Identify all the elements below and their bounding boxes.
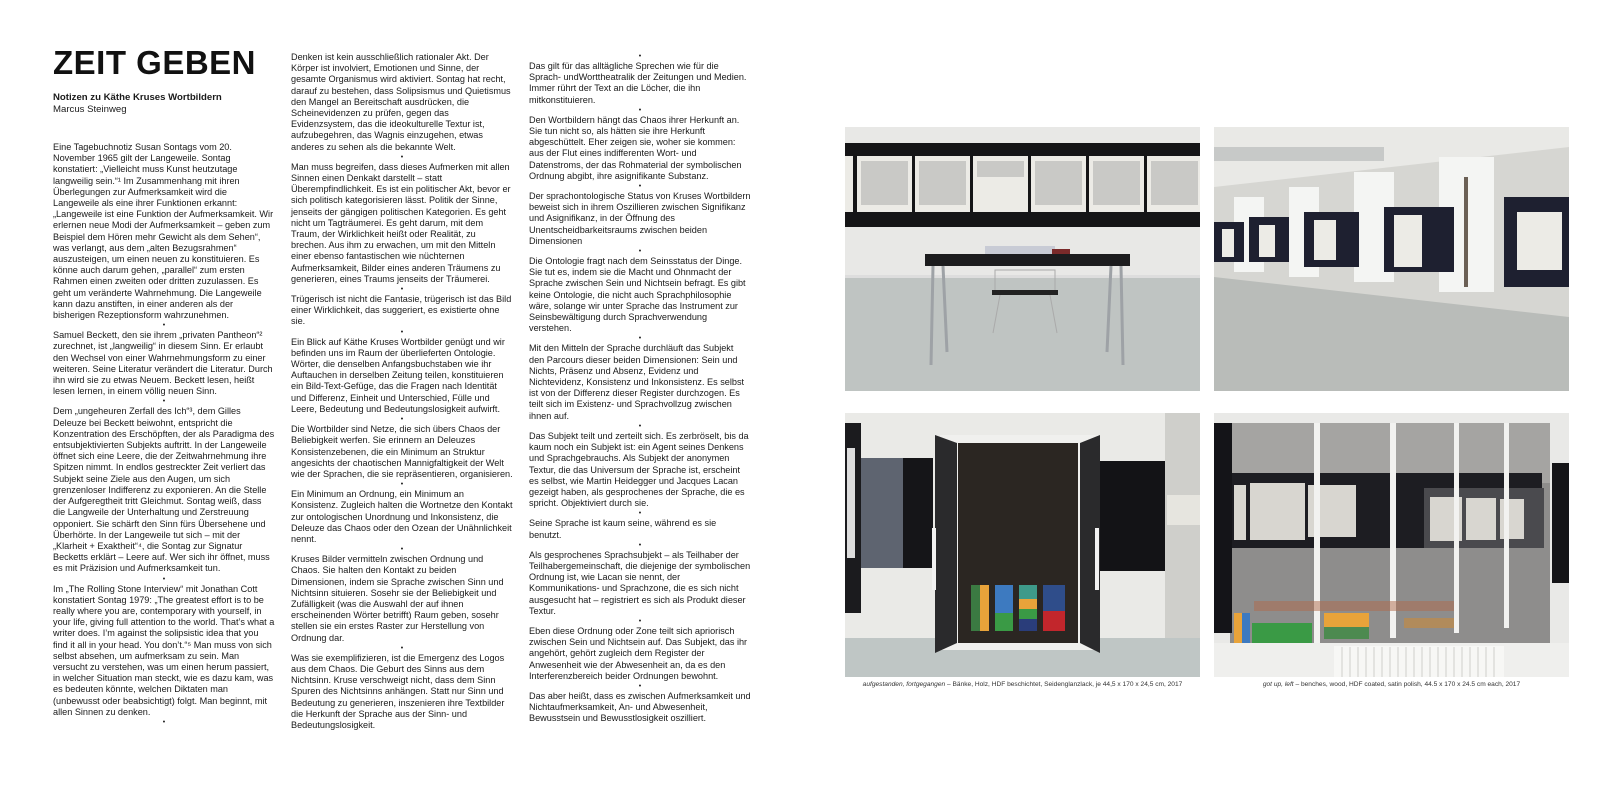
paragraph: Was sie exemplifizieren, ist die Emergenz des Logos aus dem Chaos. Die Geburt des Sinns aus dem Nichtsinn. Kruse verschweigt nicht, dass dem Sinn Spuren des Nichtsinns anhängen. Statt nur Sinn und Bedeutung zu generieren, inszenieren ihre Textbilder die Herkunft der Sprache aus der Sinn- und Bedeutungslosigkeit.: [291, 652, 505, 730]
caption-text: – benches, wood, HDF coated, satin polish, 44.5 x 170 x 24.5 cm each, 2017: [1293, 681, 1521, 688]
separator: •: [400, 416, 404, 424]
caption-text: – Bänke, Holz, HDF beschichtet, Seidenglanzlack, je 44,5 x 170 x 24,5 cm, 2017: [945, 681, 1183, 688]
text-column-2: [291, 52, 513, 731]
paragraph: Das gilt für das alltägliche Sprechen wie für die Sprach- undWorttheatralik der Zeitungen und Medien. Immer rührt der Text an die Löcher, die ihn mitkonstituieren.: [529, 61, 747, 105]
photo-caption-english: [1214, 681, 1569, 688]
caption-title: got up, left: [1262, 681, 1294, 688]
separator: •: [162, 398, 166, 406]
separator: •: [400, 546, 404, 554]
paragraph: Als gesprochenes Sprachsubjekt – als Teilhaber der Teilhabergemeinschaft, die diejenige der symbolischen Ordnung ist, wie Lacan sie nennt, der Kommunikations- und Sprachzone, die es sich nicht ausgesucht hat – registriert es sich als Produkt dieser Textur.: [529, 549, 751, 616]
article-author: Marcus Steinweg: [53, 104, 127, 115]
separator: •: [638, 422, 642, 430]
text-column-3: [529, 52, 751, 725]
paragraph: Im „The Rolling Stone Interview“ mit Jonathan Cott konstatiert Sontag 1979: „The greatest effort is to be really where you are, contemporary with yourself, in your life, giving full attention to the world. That’s what a writer does. I’m against the solipsistic idea that you find it all in your head. You don’t.“⁵ Man muss von sich selbst absehen, um aufmerksam zu sein. Man versucht zu verstehen, was um einen herum passiert, in welcher Situation man steckt, wie es dazu kam, was es bedeuten könnte, welchen Diktaten man (unbewusst oder beabsichtigt) folgt. Man beginnt, mit allen Sinnen zu denken.: [53, 583, 275, 717]
separator: •: [638, 248, 642, 256]
separator: •: [400, 328, 404, 336]
photo-gallery-windows: [1214, 127, 1569, 391]
paragraph: Den Wortbildern hängt das Chaos ihrer Herkunft an. Sie tun nicht so, als hätten sie ihre Herkunft abgeschüttelt. Eher zeigen sie, woher sie kommen: aus der Flut eines indifferenten Wort- und Datenstroms, der das Rohmaterial der symbolischen Ordnung abgibt, ihre asignifikante Substanz.: [529, 114, 742, 181]
separator: •: [638, 53, 642, 60]
paragraph: Trügerisch ist nicht die Fantasie, trügerisch ist das Bild einer Wirklichkeit, das suggeriert, es existierte ohne sie.: [291, 294, 512, 327]
paragraph: Der sprachontologische Status von Kruses Wortbildern beweist sich in ihrem Oszillieren zwischen Signifikanz und Asignifikanz, in der Öffnung des Unentscheidbarkeitsraums zwischen beiden Dimensionen: [529, 191, 751, 246]
photo-doorway-benches: [845, 413, 1200, 677]
separator: •: [638, 183, 642, 191]
separator: •: [400, 644, 404, 652]
paragraph: Eben diese Ordnung oder Zone teilt sich apriorisch zwischen Sein und Nichtsein auf. Das Subjekt, das ihr angehört, gehört zugleich dem Register der Anwesenheit wie der Abwesenheit an, da es den Interferenzbereich beider Ordnungen bewohnt.: [529, 625, 748, 681]
paragraph: Die Ontologie fragt nach dem Seinsstatus der Dinge. Sie tut es, indem sie die Macht und Ohnmacht der Sprache zwischen Sein und Nichtsein befragt. Es gibt keine Ontologie, die nicht auch Sprachphilosophie wäre, solange wir unter Sprache das Instrument zur Seinsbewältigung durch Sprachverwendung verstehen.: [529, 256, 746, 334]
separator: •: [638, 335, 642, 343]
photo-desk-installation: [845, 127, 1200, 391]
separator: •: [400, 153, 404, 161]
separator: •: [162, 718, 166, 726]
paragraph: Ein Blick auf Käthe Kruses Wortbilder genügt und wir befinden uns im Raum der überlieferten Ontologie. Wörter, die denselben Anfangsbuchstaben wie ihr Auftauchen in derselben Zeitung teilen, konstituieren ein Bild-Text-Gefüge, das die Fragen nach Identität und Differenz, Einheit und Unterschied, Fülle und Leere, Bedeutung und Bedeutungslosigkeit aufwirft.: [291, 336, 505, 414]
separator: •: [400, 481, 404, 489]
paragraph: Mit den Mitteln der Sprache durchläuft das Subjekt den Parcours dieser beiden Dimensionen: Sein und Nichts, Präsenz und Absenz, Evidenz und Nichtevidenz, Konsistenz und Inkonsistenz. Es selbst ist von der Differenz dieser Register durchzogen. Es teilt sich im Existenz- und Sprachvollzug zwischen ihnen auf.: [529, 343, 745, 421]
paragraph: Kruses Bilder vermitteln zwischen Ordnung und Chaos. Sie halten den Kontakt zu beiden Dimensionen, indem sie Sprache zwischen Sinn und Nichtsinn situieren. Sosehr sie der Beliebigkeit und Zufälligkeit (was die Auswahl der auf ihnen erscheinenden Wörter betrifft) Raum geben, sosehr stellen sie ein erstes Raster zur Herstellung von Ordnung dar.: [291, 554, 504, 643]
caption-title: aufgestanden, fortgegangen: [862, 681, 946, 688]
paragraph: Man muss begreifen, dass dieses Aufmerken mit allen Sinnen einen Denkakt darstellt – statt Überempfindlichkeit. Es ist ein politischer Akt, bevor er sich politisch kategorisieren lässt. Politik der Sinne, jenseits der gängigen politischen Kategorien. Es geht nicht um Tagträumerei. Es geht darum, mit dem Traum, der Wirklichkeit heißt oder Realität, zu brechen. Aus ihm zu erwachen, um mit den Mitteln einer ebenso fantastischen wie nüchternen Aufmerksamkeit, Bilder eines anderen Träumens zu generieren, eines Traums jenseits der Träumerei.: [291, 161, 511, 284]
separator: •: [162, 575, 166, 583]
paragraph: Denken ist kein ausschließlich rationaler Akt. Der Körper ist involviert, Emotionen und Sinne, der gesamte Organismus wird aktiviert. Sontag hat recht, darauf zu bestehen, dass Solipsismus und Quietismus den Mangel an Bereitschaft ausdrücken, die Scheinevidenzen zu prüfen, gegen das Evidenzsystem, das die ideokulturelle Textur ist, aufzubegehren, das Wagnis einzugehen, etwas anderes zu sehen als die bekannte Welt.: [291, 52, 511, 152]
separator: •: [638, 541, 642, 549]
article-subtitle: Notizen zu Käthe Kruses Wortbildern: [53, 92, 222, 103]
separator: •: [638, 682, 642, 690]
paragraph: Dem „ungeheuren Zerfall des Ich“³, dem Gilles Deleuze bei Beckett beiwohnt, entspricht die Konzentration des Erschöpften, der als Paradigma des entsubjektivierten Subjekts auftritt. In der Langeweile öffnet sich eine Leere, die der Zeitwahrnehmung ihre Spitzen nimmt. In endlos gestreckter Zeit verliert das Subjekt seine Ziele aus den Augen, um sich grenzenloser Indifferenz zu exponieren. An die Stelle der Aufgeregtheit tritt Gleichmut. Sontag weiß, dass die Langweile der Unterhaltung und Zerstreuung opponiert. Sie schärft den Sinn fürs Übersehene und Überhörte. In der Langeweile tut sich – mit der „Klarheit + Exaktheit“⁴, die Sontag zur Signatur Becketts erklärt – Leere auf. Wer sich ihr öffnet, muss es mit Präzision und Aufmerksamkeit tun.: [53, 406, 275, 574]
paragraph: Seine Sprache ist kaum seine, während es sie benutzt.: [529, 518, 717, 540]
paragraph: Ein Minimum an Ordnung, ein Minimum an Konsistenz. Zugleich halten die Wortnetze den Kontakt zur ontologischen Unordnung und Inkonsistenz, die Deleuze das Chaos oder den Ozean der Unähnlichkeit nennt.: [291, 489, 513, 544]
separator: •: [638, 617, 642, 625]
separator: •: [638, 510, 642, 518]
separator: •: [400, 286, 404, 294]
separator: •: [638, 106, 642, 114]
paragraph: Das aber heißt, dass es zwischen Aufmerksamkeit und Nichtaufmerksamkeit, An- und Abwesenheit, Bewusstsein und Bewusstlosigkeit oszilliert.: [529, 690, 751, 724]
photo-window-reflection: [1214, 413, 1569, 677]
paragraph: Das Subjekt teilt und zerteilt sich. Es zerbröselt, bis da kaum noch ein Subjekt ist: ein Agent seines Denkens und Sprachgebrauchs. Als Subjekt der anonymen Textur, die das Universum der Sprache ist, erscheint es selbst, wie Martin Heidegger und Jacques Lacan gezeigt haben, als gesprochenes der Sprache, die es spricht. Objektiviert durch sie.: [529, 430, 749, 509]
text-column-1: [53, 142, 275, 727]
article-title: ZEIT GEBEN: [53, 44, 257, 81]
photo-caption-german: [845, 681, 1200, 688]
paragraph: Samuel Beckett, den sie ihrem „privaten Pantheon“² zurechnet, ist „langweilig“ in diesem Sinn. Er erlaubt den Wechsel von einer Wahrnehmungsform zu einer weiteren. Seine Literatur verändert die Literatur. Durch ihn wird sie zu etwas Neuem. Beckett lesen, heißt lesen lernen, in einem völlig neuen Sinn.: [53, 330, 273, 397]
separator: •: [162, 322, 166, 330]
paragraph: Die Wortbilder sind Netze, die sich übers Chaos der Beliebigkeit werfen. Sie erinnern an Deleuzes Konsistenzebenen, die ein Minimum an Struktur angesichts der chaotischen Mannigfaltigkeit der Welt wie der Sprachen, die sie repräsentieren, organisieren.: [291, 424, 513, 479]
paragraph: Eine Tagebuchnotiz Susan Sontags vom 20. November 1965 gilt der Langeweile. Sontag konstatiert: „Vielleicht muss Kunst heutzutage langweilig sein.“¹ Im Zusammenhang mit ihren Überlegungen zur Aufmerksamkeit wird die Langeweile als eine ihrer Funktionen erkannt: „Langeweile ist eine Funktion der Aufmerksamkeit. Wir erlernen neue Modi der Aufmerksamkeit – geben zum Beispiel dem Hören mehr Gewicht als dem Sehen“, was verlangt, aus dem „alten Bezugsrahmen“ auszusteigen, um einen neuen zu konstituieren. Es könne auch darum gehen, „parallel“ zum ersten Rahmen einen zweiten oder dritten zuzulassen. Es geht um veränderte Wahrnehmung. Die Langeweile kann dazu anstiften, in einer anderen als der bisherigen Rezeptionsform wahrzunehmen.: [53, 142, 274, 321]
